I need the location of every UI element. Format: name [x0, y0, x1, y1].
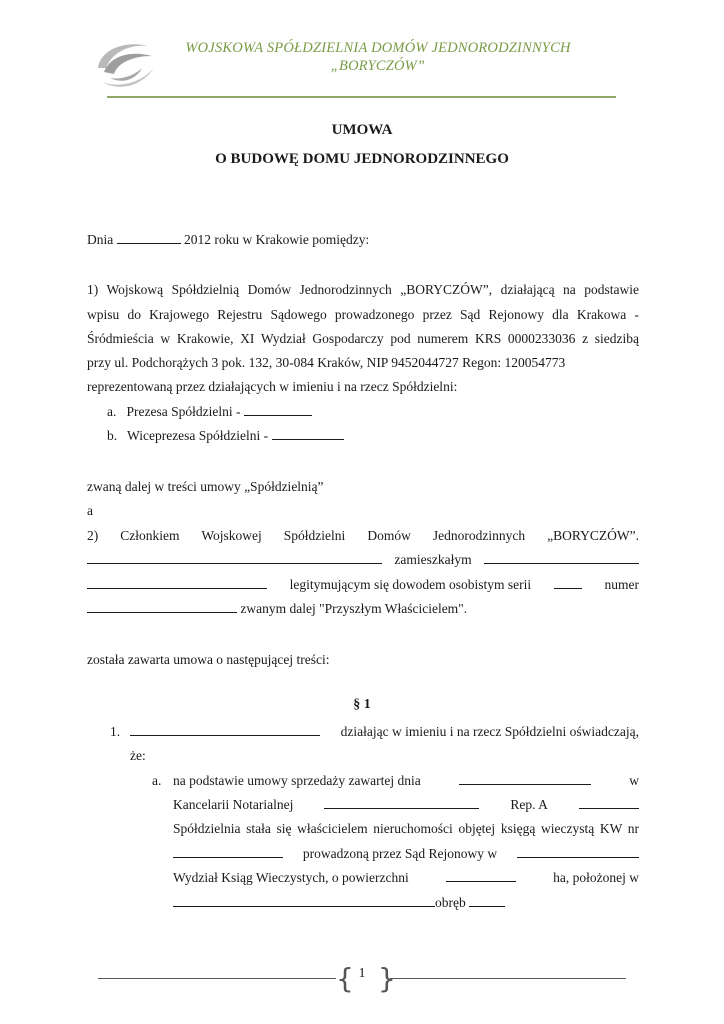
representative-a-label: Prezesa Spółdzielni - [126, 404, 241, 419]
page-number: 1 [358, 966, 366, 981]
sub-a-line-5 [173, 868, 639, 888]
representative-a [107, 402, 312, 422]
representative-b [107, 426, 344, 446]
section-heading: § 1 [353, 697, 371, 712]
vice-president-blank [272, 427, 344, 440]
sub-a-text-1: na podstawie umowy sprzedaży zawartej dnia [173, 773, 421, 788]
president-blank [244, 403, 312, 416]
party2-named: zwanym dalej "Przyszłym Właścicielem". [240, 601, 468, 616]
party1-line-2: wpisu do Krajowego Rejestru Sądowego prowadzonego przez Sąd Rejonowy dla Krakowa - [87, 307, 639, 322]
document-title: UMOWA [331, 122, 393, 138]
page-bracket-left-icon: { [336, 962, 354, 995]
sub-a-line-3: Spółdzielnia stała się właścicielem nieruchomości objętej księgą wieczystą KW nr [173, 821, 639, 836]
member-name-blank [87, 551, 382, 564]
date-blank [117, 231, 181, 244]
sale-date-blank [459, 772, 591, 785]
party2-line-3 [87, 575, 639, 595]
sub-a-text-5: Wydział Ksiąg Wieczystych, o powierzchni [173, 870, 409, 885]
header-line-1: WOJSKOWA SPÓŁDZIELNIA DOMÓW JEDNORODZINNYCH [185, 40, 571, 56]
sub-a-text-1-end: w [629, 773, 639, 788]
item-marker: b. [107, 428, 118, 443]
intro-prefix: Dnia [87, 232, 114, 247]
party2-line-1: 2) Członkiem Wojskowej Spółdzielni Domów Jednorodzinnych „BORYCZÓW”. [87, 528, 639, 543]
sub-a-line-4 [173, 844, 639, 864]
header-divider [107, 96, 616, 98]
notary-office-blank [324, 796, 479, 809]
sub-a-line-1 [173, 771, 639, 791]
id-number-blank [87, 600, 237, 613]
representatives-blank [130, 723, 320, 736]
header-line-2: „BORYCZÓW” [330, 58, 426, 74]
party1-line-5: reprezentowaną przez działających w imieniu i na rzecz Spółdzielni: [87, 379, 458, 394]
sub-a-text-6: obręb [435, 895, 466, 910]
precinct-blank [469, 894, 505, 907]
item-1-line [130, 722, 639, 742]
party1-line-3: Śródmieścia w Krakowie, XI Wydział Gospodarczy pod numerem KRS 0000233036 z siedzibą [87, 331, 639, 346]
page-bracket-right-icon: } [378, 962, 396, 995]
conjunction-and: a [87, 503, 93, 518]
item-1-cont: że: [130, 748, 146, 763]
number-label: numer [604, 577, 639, 592]
party1-line-4: przy ul. Podchorążych 3 pok. 132, 30-084 Kraków, NIP 9452044727 Regon: 120054773 [87, 355, 566, 370]
sub-a-marker: a. [152, 773, 162, 788]
rep-number-blank [579, 796, 639, 809]
item-1-text: działając w imieniu i na rzecz Spółdzielni oświadczają, [340, 724, 639, 739]
location-blank [173, 894, 435, 907]
sub-a-text-4: prowadzoną przez Sąd Rejonowy w [302, 846, 498, 861]
sub-a-line-6 [173, 893, 505, 913]
item-marker: a. [107, 404, 117, 419]
id-series-blank [554, 576, 582, 589]
document-subtitle: O BUDOWĘ DOMU JEDNORODZINNEGO [215, 151, 509, 167]
footer-line-right [390, 978, 626, 979]
intro-line [87, 230, 369, 250]
land-register-blank [173, 845, 283, 858]
area-blank [446, 869, 516, 882]
intro-suffix: 2012 roku w Krakowie pomiędzy: [184, 232, 370, 247]
sub-a-text-5-end: ha, położonej w [553, 870, 639, 885]
resides-label: zamieszkałym [394, 552, 472, 567]
item-1-marker: 1. [110, 724, 121, 739]
party1-named: zwaną dalej w treści umowy „Spółdzielnią” [87, 479, 324, 494]
sub-a-rep: Rep. A [510, 797, 548, 812]
address-blank [484, 551, 639, 564]
party1-line-1: 1) Wojskową Spółdzielnią Domów Jednorodzinnych „BORYCZÓW”, działającą na podstawie [87, 282, 639, 297]
cooperative-logo-icon [90, 38, 160, 94]
sub-a-line-2 [173, 795, 639, 815]
party2-line-4 [87, 599, 467, 619]
footer-line-left [98, 978, 336, 979]
party2-line-2 [87, 550, 639, 570]
address-cont-blank [87, 576, 267, 589]
representative-b-label: Wiceprezesa Spółdzielni - [127, 428, 269, 443]
sub-a-text-2: Kancelarii Notarialnej [173, 797, 294, 812]
id-label: legitymującym się dowodem osobistym serii [289, 577, 532, 592]
concluded-line: została zawarta umowa o następującej treści: [87, 652, 330, 667]
court-city-blank [517, 845, 639, 858]
